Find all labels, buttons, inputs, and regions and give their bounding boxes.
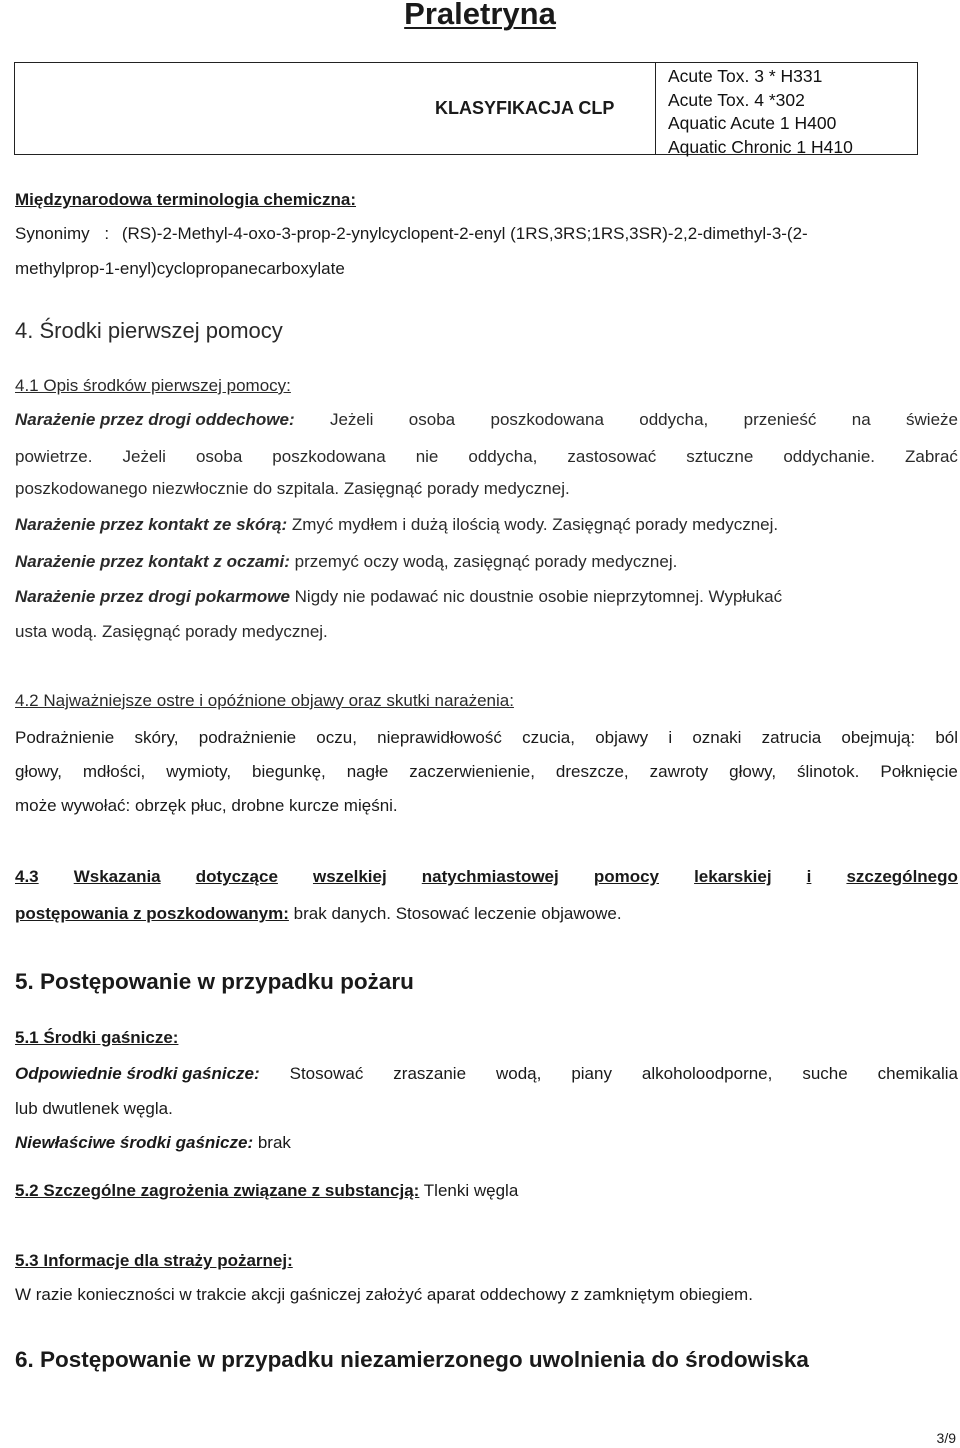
word: wymioty,: [166, 762, 232, 781]
document-title: Praletryna: [404, 0, 556, 31]
oral-line-2: usta wodą. Zasięgnąć porady medycznej.: [15, 622, 328, 641]
word: świeże: [906, 410, 958, 429]
word: Stosować: [289, 1064, 364, 1083]
word: obejmują:: [841, 728, 916, 747]
clp-line: Acute Tox. 4 *302: [668, 89, 805, 110]
suitable-media-line-2: lub dwutlenek węgla.: [15, 1099, 173, 1118]
section-5-3-text: W razie konieczności w trakcie akcji gaśniczej założyć aparat oddechowy z zamkniętym obiegiem.: [15, 1285, 753, 1304]
clp-line: Aquatic Acute 1 H400: [668, 113, 837, 133]
symptoms-line-2: [15, 761, 958, 783]
word: ślinotok.: [797, 762, 860, 781]
word: piany: [571, 1064, 612, 1083]
oral-text-1: Nigdy nie podawać nic doustnie osobie nieprzytomnej. Wypłukać: [294, 587, 783, 606]
word: oddychanie.: [783, 447, 875, 466]
word: dotyczące: [195, 867, 278, 886]
word: wodą,: [496, 1064, 542, 1083]
eye-line: [15, 551, 677, 573]
word: nagłe: [346, 762, 389, 781]
eye-text: przemyć oczy wodą, zasięgnąć porady medycznej.: [294, 552, 678, 571]
suitable-media-label: Odpowiednie środki gaśnicze:: [15, 1064, 260, 1083]
clp-line: Aquatic Chronic 1 H410: [668, 136, 853, 157]
clp-line: Acute Tox. 3 * H331: [668, 66, 823, 86]
word: suche: [802, 1064, 848, 1083]
word: biegunkę,: [252, 762, 326, 781]
eye-label: Narażenie przez kontakt z oczami:: [15, 552, 290, 571]
word: czucia,: [522, 728, 575, 747]
section-4-2-heading: 4.2 Najważniejsze ostre i opóźnione objawy oraz skutki narażenia:: [15, 691, 514, 710]
symptoms-line-1: [15, 727, 958, 749]
word: oczu,: [316, 728, 357, 747]
word: ból: [935, 728, 958, 747]
section-4-3-heading-line-1: [15, 866, 958, 888]
section-5-3-heading: 5.3 Informacje dla straży pożarnej:: [15, 1251, 293, 1270]
word: wszelkiej: [312, 867, 387, 886]
word: natychmiastowej: [421, 867, 559, 886]
word: głowy,: [729, 762, 777, 781]
word: poszkodowana: [272, 447, 386, 466]
skin-label: Narażenie przez kontakt ze skórą:: [15, 515, 288, 534]
section-4-3-line-2: [15, 903, 622, 925]
word: nieprawidłowość: [377, 728, 502, 747]
word: powietrze.: [15, 447, 93, 466]
terminology-heading: Międzynarodowa terminologia chemiczna:: [15, 190, 357, 209]
word: przenieść: [743, 410, 817, 429]
word: alkoholoodporne,: [641, 1064, 773, 1083]
synonym-line-2: methylprop-1-enyl)cyclopropanecarboxylate: [15, 259, 345, 278]
word: zaczerwienienie,: [409, 762, 535, 781]
symptoms-line-3: może wywołać: obrzęk płuc, drobne kurcze mięśni.: [15, 796, 398, 815]
section-5-heading: 5. Postępowanie w przypadku pożaru: [15, 969, 414, 994]
word: dreszcze,: [555, 762, 629, 781]
word: Jeżeli: [329, 410, 374, 429]
word: podrażnienie: [198, 728, 297, 747]
oral-label: Narażenie przez drogi pokarmowe: [15, 587, 290, 606]
word: Wskazania: [73, 867, 161, 886]
word: mdłości,: [82, 762, 146, 781]
section-5-2-text: Tlenki węgla: [423, 1181, 519, 1200]
word: pomocy: [593, 867, 659, 886]
word: 4.3: [15, 867, 39, 886]
unsuitable-media-line: [15, 1132, 291, 1154]
word: i: [806, 867, 812, 886]
word: zawroty: [649, 762, 709, 781]
inhalation-line-1: [15, 409, 958, 431]
word: zastosować: [567, 447, 657, 466]
clp-label: KLASYFIKACJA CLP: [435, 98, 615, 118]
word: oznaki: [692, 728, 742, 747]
word: skóry,: [134, 728, 179, 747]
inhalation-line-3: poszkodowanego niezwłocznie do szpitala. Zasięgnąć porady medycznej.: [15, 479, 570, 498]
clp-classification-table: [14, 62, 918, 155]
word: osoba: [195, 447, 243, 466]
section-5-2-line: [15, 1180, 518, 1202]
word: oddycha,: [639, 410, 709, 429]
section-4-3-heading-line-2: postępowania z poszkodowanym:: [15, 904, 289, 923]
clp-label-cell: [15, 63, 656, 154]
synonym-line-1: [15, 223, 808, 245]
word: poszkodowana: [490, 410, 604, 429]
word: oddycha,: [468, 447, 538, 466]
word: i: [668, 728, 673, 747]
word: zatrucia: [761, 728, 822, 747]
skin-text: Zmyć mydłem i dużą ilością wody. Zasięgnąć porady medycznej.: [291, 515, 779, 534]
word: nie: [415, 447, 439, 466]
section-5-1-heading: 5.1 Środki gaśnicze:: [15, 1028, 179, 1047]
inhalation-label: Narażenie przez drogi oddechowe:: [15, 410, 295, 429]
unsuitable-media-label: Niewłaściwe środki gaśnicze:: [15, 1133, 254, 1152]
page-number: 3/9: [936, 1430, 956, 1446]
word: Jeżeli: [122, 447, 166, 466]
word: Podrażnienie: [15, 728, 115, 747]
clp-values-cell: [656, 63, 917, 157]
word: sztuczne: [686, 447, 754, 466]
inhalation-line-2: [15, 446, 958, 468]
section-4-1-heading: 4.1 Opis środków pierwszej pomocy:: [15, 376, 291, 395]
word: szczególnego: [846, 867, 958, 886]
section-6-heading: 6. Postępowanie w przypadku niezamierzonego uwolnienia do środowiska: [15, 1347, 809, 1372]
word: objawy: [595, 728, 649, 747]
oral-line-1: [15, 586, 782, 608]
word: zraszanie: [393, 1064, 467, 1083]
word: chemikalia: [877, 1064, 958, 1083]
section-4-heading: 4. Środki pierwszej pomocy: [15, 318, 283, 343]
word: osoba: [408, 410, 456, 429]
suitable-media-line-1: [15, 1063, 958, 1085]
word: Połknięcie: [880, 762, 958, 781]
section-5-2-heading: 5.2 Szczególne zagrożenia związane z substancją:: [15, 1181, 420, 1200]
skin-line: [15, 514, 778, 536]
word: głowy,: [15, 762, 62, 781]
section-4-3-text: brak danych. Stosować leczenie objawowe.: [293, 904, 622, 923]
unsuitable-media-text: brak: [257, 1133, 291, 1152]
word: na: [851, 410, 871, 429]
word: lekarskiej: [694, 867, 772, 886]
word: Zabrać: [905, 447, 958, 466]
synonym-label: Synonimy: [15, 224, 90, 243]
synonym-text-1: (RS)-2-Methyl-4-oxo-3-prop-2-ynylcyclopent-2-enyl (1RS,3RS;1RS,3SR)-2,2-dimethyl-3-(2-: [121, 224, 808, 243]
synonym-separator: :: [104, 224, 110, 243]
